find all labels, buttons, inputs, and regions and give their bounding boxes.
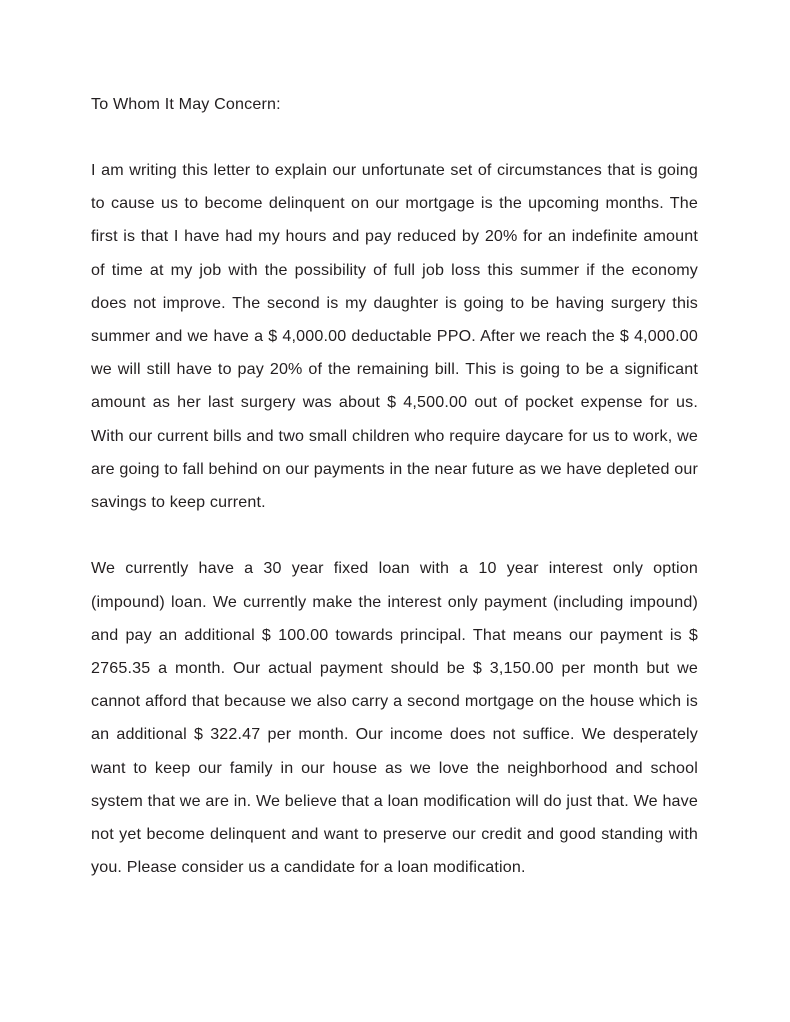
salutation-spacer	[91, 121, 698, 154]
body-paragraph-1: I am writing this letter to explain our unfortunate set of circumstances that is going to cause us to become delinquent on our mortgage is the upcoming months. The first is that I have had my hours and pay reduced by 20% for an indefinite amount of time at my job with the possibility of full job loss this summer if the economy does not improve. The second is my daughter is going to be having surgery this summer and we have a $ 4,000.00 deductable PPO. After we reach the $ 4,000.00 we will still have to pay 20% of the remaining bill. This is going to be a significant amount as her last surgery was about $ 4,500.00 out of pocket expense for us. With our current bills and two small children who require daycare for us to work, we are going to fall behind on our payments in the near future as we have depleted our savings to keep current.	[91, 161, 698, 512]
body-paragraph-2: We currently have a 30 year fixed loan with a 10 year interest only option (impound) loan. We currently make the interest only payment (including impound) and pay an additional $ 100.00 towards principal. That means our payment is $ 2765.35 a month. Our actual payment should be $ 3,150.00 per month but we cannot afford that because we also carry a second mortgage on the house which is an additional $ 322.47 per month. Our income does not suffice. We desperately want to keep our family in our house as we love the neighborhood and school system that we are in. We believe that a loan modification will do just that. We have not yet become delinquent and want to preserve our credit and good standing with you. Please consider us a candidate for a loan modification.	[91, 559, 698, 877]
document-text-body	[91, 88, 698, 884]
salutation-line: To Whom It May Concern:	[91, 95, 281, 113]
